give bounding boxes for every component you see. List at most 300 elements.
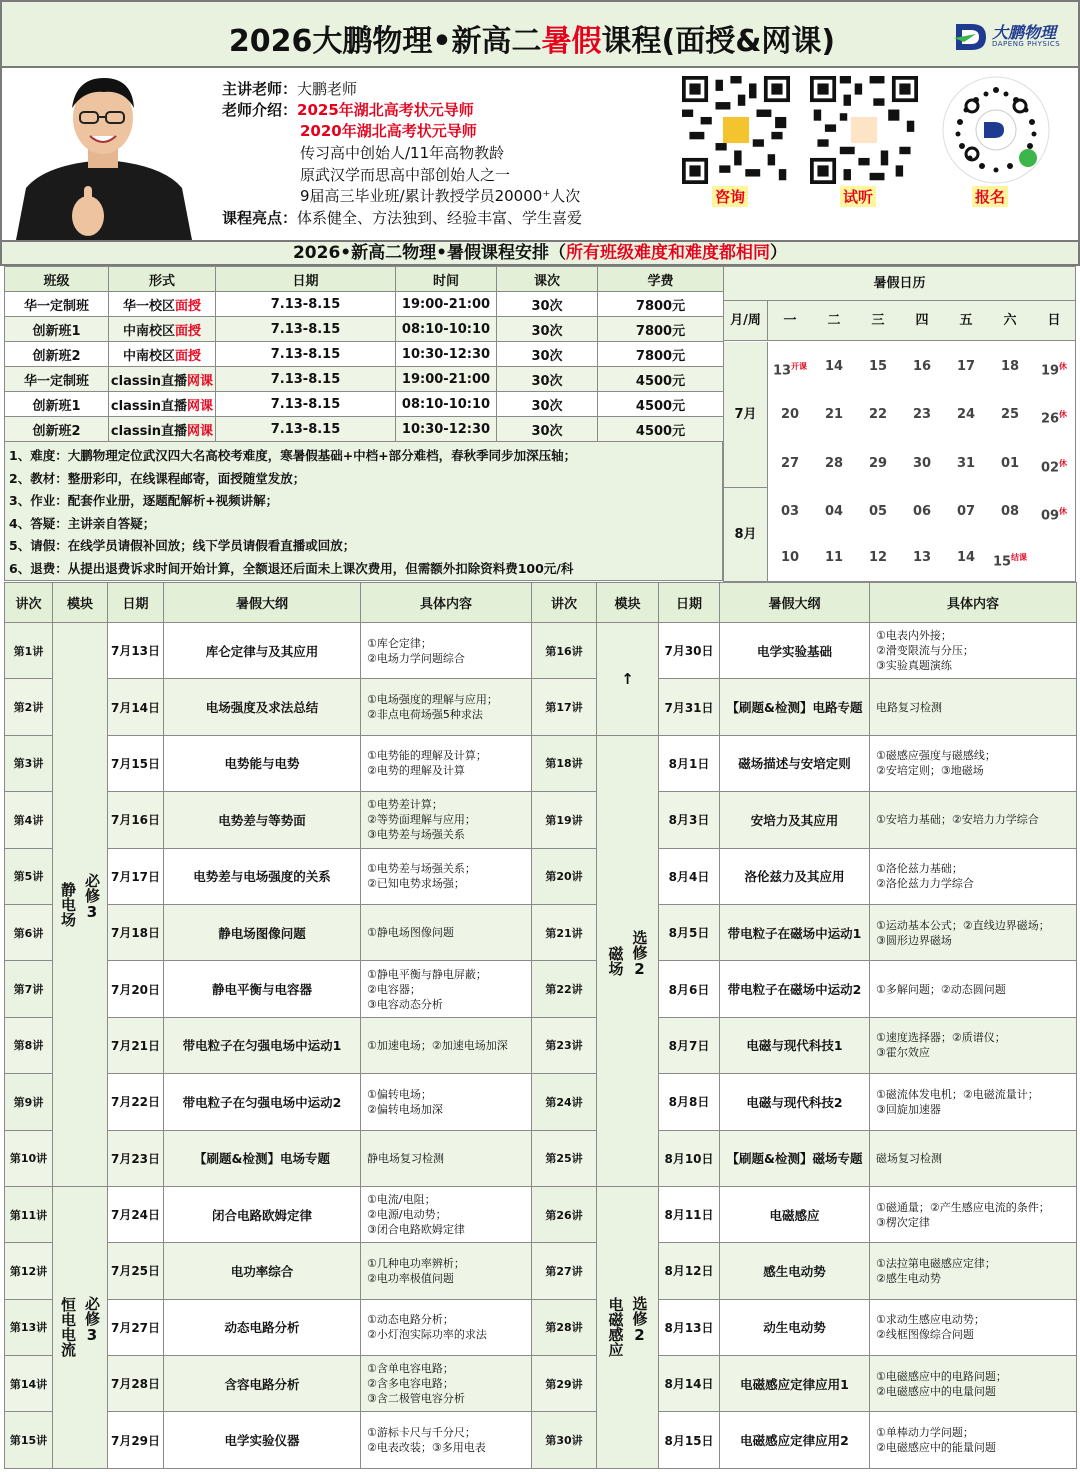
schedule-row: [5, 792, 1077, 848]
lecture-number: 第7讲: [5, 961, 53, 1017]
col-header: 日期: [108, 583, 164, 623]
class-table-header: [5, 267, 724, 292]
schedule-row: [5, 1074, 1077, 1130]
lecture-date: 7月27日: [108, 1299, 164, 1355]
class-count: 30次: [497, 317, 598, 342]
lecture-date: 8月13日: [659, 1299, 720, 1355]
lecture-content: ①电磁感应中的电路问题； ②电磁感应中的电量问题: [870, 1356, 1077, 1412]
class-form: classin直播网课: [109, 367, 216, 392]
lecture-date: 7月15日: [108, 735, 164, 791]
lecture-date: 8月11日: [659, 1186, 720, 1242]
calendar-title: 暑假日历: [724, 267, 1075, 301]
class-form: classin直播网课: [109, 417, 216, 442]
calendar-day: $13^{开课}$: [772, 362, 808, 379]
weekday: 四: [915, 313, 929, 328]
lecture-content: 磁场复习检测: [870, 1130, 1077, 1186]
lecture-number: 第14讲: [5, 1356, 53, 1412]
calendar-day: 28: [824, 456, 844, 471]
lecture-number: 第29讲: [532, 1356, 597, 1412]
lecture-number: 第19讲: [532, 792, 597, 848]
note-line: 6、退费：从提出退费诉求时间开始计算，全额退还后面未上课次费用，但需额外扣除资料费100元/科: [9, 560, 574, 576]
lecture-topic: 【刷题&检测】磁场专题: [720, 1130, 870, 1186]
col-header: 具体内容: [361, 583, 532, 623]
intro-line: 原武汉学而思高中部创始人之一: [300, 166, 511, 184]
weekday: 二: [827, 313, 841, 328]
class-mode: 网课: [187, 423, 214, 439]
lecture-content: ①洛伦兹力基础； ②洛伦兹力力学综合: [870, 848, 1077, 904]
lecture-number: 第5讲: [5, 848, 53, 904]
calendar-day: 23: [912, 407, 932, 422]
lecture-content: ①安培力基础；②安培力力学综合: [870, 792, 1077, 848]
lecture-number: 第2讲: [5, 679, 53, 735]
class-time: 10:30-12:30: [396, 417, 497, 442]
lecture-content: ①电表内外接； ②滑变限流与分压； ③实验真题演练: [870, 623, 1077, 679]
brand-logo: [954, 20, 1074, 54]
lead-teacher-row: [222, 78, 357, 99]
lecture-number: 第11讲: [5, 1186, 53, 1242]
class-fee: 4500元: [598, 367, 724, 392]
class-mode: 网课: [187, 373, 214, 389]
lecture-content: ①求动生感应电动势； ②线框图像综合问题: [870, 1299, 1077, 1355]
module-name: 磁场: [606, 945, 625, 976]
lecture-date: 7月23日: [108, 1130, 164, 1186]
weekday: 一: [783, 313, 797, 328]
calendar-tag: 休: [1059, 410, 1068, 419]
module-name: 静电场: [59, 881, 77, 927]
teacher-photo: [6, 68, 202, 240]
lecture-topic: 洛伦兹力及其应用: [720, 848, 870, 904]
class-fee: 7800元: [598, 292, 724, 317]
class-form: 中南校区面授: [109, 342, 216, 367]
calendar-day: 20: [780, 407, 800, 422]
lecture-topic: 静电平衡与电容器: [164, 961, 361, 1017]
col-header: 暑假大纲: [164, 583, 361, 623]
lecture-content: ①电场强度的理解与应用； ②非点电荷场强5种求法: [361, 679, 532, 735]
calendar-day: 31: [956, 456, 976, 471]
lecture-number: 第26讲: [532, 1186, 597, 1242]
class-form: 华一校区面授: [109, 292, 216, 317]
lecture-content: ①静电场图像问题: [361, 904, 532, 960]
calendar-month-july: 7月: [724, 342, 768, 488]
lecture-topic: 电磁感应定律应用2: [720, 1412, 870, 1468]
lecture-date: 7月24日: [108, 1186, 164, 1242]
class-count: 30次: [497, 342, 598, 367]
lecture-number: 第12讲: [5, 1243, 53, 1299]
lecture-date: 8月4日: [659, 848, 720, 904]
course-notes: [4, 441, 723, 581]
calendar-day: $02^休$: [1040, 459, 1068, 476]
calendar-day: 11: [824, 550, 844, 565]
lecture-topic: 闭合电路欧姆定律: [164, 1186, 361, 1242]
calendar-day: 06: [912, 504, 932, 519]
lecture-date: 8月6日: [659, 961, 720, 1017]
lecture-date: 8月1日: [659, 735, 720, 791]
module-arrow: ↑: [597, 623, 659, 736]
col-header: 班级: [5, 267, 109, 292]
schedule-table: [4, 582, 1077, 1469]
lecture-content: ①多解问题；②动态圆问题: [870, 961, 1077, 1017]
lecture-topic: 【刷题&检测】电场专题: [164, 1130, 361, 1186]
lecture-content: ①电流/电阻； ②电源/电动势； ③闭合电路欧姆定律: [361, 1186, 532, 1242]
weekday: 三: [871, 313, 885, 328]
calendar-day: 16: [912, 359, 932, 374]
col-header: 课次: [497, 267, 598, 292]
class-row: [5, 367, 724, 392]
logo-mark-icon: [954, 22, 988, 52]
calendar-day: $09^休$: [1040, 507, 1068, 524]
lecture-content: ①运动基本公式；②直线边界磁场； ③圆形边界磁场: [870, 904, 1077, 960]
lecture-date: 8月12日: [659, 1243, 720, 1299]
col-header: 日期: [216, 267, 396, 292]
lecture-date: 7月13日: [108, 623, 164, 679]
module-tag: 必修3: [83, 873, 101, 922]
lecture-number: 第3讲: [5, 735, 53, 791]
qr-code-trial[interactable]: [810, 76, 918, 184]
class-row: [5, 392, 724, 417]
lecture-topic: 安培力及其应用: [720, 792, 870, 848]
note-line: 3、作业：配套作业册，逐题配解析+视频讲解；: [9, 493, 279, 509]
lecture-topic: 库仑定律与及其应用: [164, 623, 361, 679]
class-fee: 7800元: [598, 342, 724, 367]
schedule-subtitle: 2026•新高二物理•暑假课程安排（所有班级难度和难度都相同）: [0, 240, 1080, 266]
lecture-date: 8月8日: [659, 1074, 720, 1130]
intro-line: 传习高中创始人/11年高物教龄: [300, 144, 505, 162]
lecture-content: ①磁感应强度与磁感线； ②安培定则；③地磁场: [870, 735, 1077, 791]
lecture-number: 第20讲: [532, 848, 597, 904]
lecture-content: 电路复习检测: [870, 679, 1077, 735]
title-bar: [0, 0, 1080, 68]
lecture-topic: 电磁感应定律应用1: [720, 1356, 870, 1412]
lecture-content: ①游标卡尺与千分尺； ②电表改装；③多用电表: [361, 1412, 532, 1468]
lecture-number: 第1讲: [5, 623, 53, 679]
schedule-row: [5, 735, 1077, 791]
calendar-header: [724, 301, 1075, 341]
calendar-day: 07: [956, 504, 976, 519]
highlights-label: 课程亮点：: [222, 209, 298, 227]
class-time: 19:00-21:00: [396, 367, 497, 392]
lecture-date: 8月14日: [659, 1356, 720, 1412]
calendar-tag: 休: [1059, 362, 1068, 371]
lecture-topic: 电势差与电场强度的关系: [164, 848, 361, 904]
class-fee: 4500元: [598, 417, 724, 442]
class-row: [5, 292, 724, 317]
lecture-content: ①电势差计算； ②等势面理解与应用； ③电势差与场强关系: [361, 792, 532, 848]
lecture-content: ①法拉第电磁感应定律； ②感生电动势: [870, 1243, 1077, 1299]
class-date: 7.13-8.15: [216, 392, 396, 417]
class-mode: 网课: [187, 398, 214, 414]
module-name: 恒电电流: [59, 1297, 77, 1358]
class-time: 10:30-12:30: [396, 342, 497, 367]
calendar-day: 05: [868, 504, 888, 519]
class-count: 30次: [497, 392, 598, 417]
logo-subtext: DAPENG PHYSICS: [992, 40, 1061, 48]
class-count: 30次: [497, 292, 598, 317]
lecture-topic: 磁场描述与安培定则: [720, 735, 870, 791]
lecture-content: ①磁流体发电机；②电磁流量计； ③回旋加速器: [870, 1074, 1077, 1130]
module-tag: 选修2: [630, 1296, 649, 1345]
intro-line: 2025年湖北高考状元导师: [297, 101, 474, 119]
class-mode: 面授: [175, 348, 202, 364]
lecture-date: 7月17日: [108, 848, 164, 904]
lecture-content: ①单棒动力学问题； ②电磁感应中的能量问题: [870, 1412, 1077, 1468]
schedule-row: [5, 848, 1077, 904]
calendar-tag: 结课: [1011, 553, 1028, 562]
lead-teacher-label: 主讲老师：: [222, 80, 298, 98]
lecture-date: 8月5日: [659, 904, 720, 960]
class-date: 7.13-8.15: [216, 417, 396, 442]
qr-label-signup: 报名: [972, 186, 1008, 207]
lecture-date: 7月14日: [108, 679, 164, 735]
qr-label-consult: 咨询: [712, 186, 748, 207]
calendar-day: 08: [1000, 504, 1020, 519]
lecture-content: ①电势能的理解及计算； ②电势的理解及计算: [361, 735, 532, 791]
module-tag: 必修3: [83, 1296, 101, 1345]
lecture-number: 第16讲: [532, 623, 597, 679]
weekday: 五: [959, 313, 973, 328]
lecture-number: 第22讲: [532, 961, 597, 1017]
lecture-topic: 动态电路分析: [164, 1299, 361, 1355]
calendar-day: 22: [868, 407, 888, 422]
lecture-number: 第23讲: [532, 1017, 597, 1073]
qr-code-consult[interactable]: [682, 76, 790, 184]
calendar-day: 04: [824, 504, 844, 519]
lecture-topic: 感生电动势: [720, 1243, 870, 1299]
lecture-topic: 电磁与现代科技1: [720, 1017, 870, 1073]
schedule-row: [5, 1243, 1077, 1299]
lecture-topic: 电场强度及求法总结: [164, 679, 361, 735]
lecture-content: ①动态电路分析； ②小灯泡实际功率的求法: [361, 1299, 532, 1355]
calendar-day: $19^休$: [1040, 362, 1068, 379]
lecture-number: 第30讲: [532, 1412, 597, 1468]
schedule-header: [5, 583, 1077, 623]
schedule-row: [5, 623, 1077, 679]
col-header: 日期: [659, 583, 720, 623]
weekday: 日: [1047, 313, 1061, 328]
note-line: 4、答疑：主讲亲自答疑；: [9, 515, 156, 531]
class-time: 19:00-21:00: [396, 292, 497, 317]
lecture-date: 8月3日: [659, 792, 720, 848]
lecture-topic: 静电场图像问题: [164, 904, 361, 960]
lecture-content: ①静电平衡与静电屏蔽； ②电容器； ③电容动态分析: [361, 961, 532, 1017]
class-fee: 4500元: [598, 392, 724, 417]
page-title: 2026大鹏物理•新高二暑假课程(面授&网课): [228, 24, 836, 59]
col-header: 模块: [597, 583, 659, 623]
calendar-day: 13: [912, 550, 932, 565]
lecture-date: 8月15日: [659, 1412, 720, 1468]
col-header: 模块: [53, 583, 108, 623]
class-name: 创新班2: [5, 417, 109, 442]
lecture-number: 第28讲: [532, 1299, 597, 1355]
teacher-intro-section: [0, 68, 1080, 240]
lecture-content: ①几种电功率辨析； ②电功率极值问题: [361, 1243, 532, 1299]
lecture-number: 第6讲: [5, 904, 53, 960]
class-name: 创新班2: [5, 342, 109, 367]
note-line: 1、难度：大鹏物理定位武汉四大名高校考难度，寒暑假基础+中档+部分难档，春秋季同步加深压轴；: [9, 448, 577, 463]
lecture-topic: 电磁与现代科技2: [720, 1074, 870, 1130]
calendar-day: 18: [1000, 359, 1020, 374]
col-header: 讲次: [532, 583, 597, 623]
calendar-day: 27: [780, 456, 800, 471]
col-header: 时间: [396, 267, 497, 292]
class-name: 华一定制班: [5, 367, 109, 392]
lecture-date: 7月16日: [108, 792, 164, 848]
schedule-row: [5, 679, 1077, 735]
lecture-date: 8月10日: [659, 1130, 720, 1186]
class-row: [5, 342, 724, 367]
class-table: [4, 266, 724, 442]
lecture-number: 第13讲: [5, 1299, 53, 1355]
lecture-topic: 带电粒子在匀强电场中运动1: [164, 1017, 361, 1073]
col-header: 具体内容: [870, 583, 1077, 623]
lecture-topic: 电功率综合: [164, 1243, 361, 1299]
teacher-intro-label: 老师介绍：: [222, 101, 298, 119]
class-form: 中南校区面授: [109, 317, 216, 342]
class-date: 7.13-8.15: [216, 367, 396, 392]
lecture-number: 第4讲: [5, 792, 53, 848]
qr-label-trial: 试听: [840, 186, 876, 207]
class-form: classin直播网课: [109, 392, 216, 417]
intro-line: 2020年湖北高考状元导师: [300, 122, 477, 140]
calendar-tag: 开课: [791, 362, 808, 371]
class-date: 7.13-8.15: [216, 292, 396, 317]
lecture-date: 7月22日: [108, 1074, 164, 1130]
lecture-date: 7月25日: [108, 1243, 164, 1299]
lecture-number: 第8讲: [5, 1017, 53, 1073]
class-name: 华一定制班: [5, 292, 109, 317]
lecture-number: 第21讲: [532, 904, 597, 960]
col-header: 暑假大纲: [720, 583, 870, 623]
lecture-content: ①电势差与场强关系； ②已知电势求场强；: [361, 848, 532, 904]
calendar-day: 03: [780, 504, 800, 519]
summer-calendar: [723, 266, 1076, 582]
calendar-day: 21: [824, 407, 844, 422]
lecture-date: 7月30日: [659, 623, 720, 679]
lecture-number: 第9讲: [5, 1074, 53, 1130]
module-cell: [53, 1186, 108, 1468]
schedule-row: [5, 1299, 1077, 1355]
class-row: [5, 417, 724, 442]
lecture-content: ①磁通量；②产生感应电流的条件； ③楞次定律: [870, 1186, 1077, 1242]
calendar-day: 14: [956, 550, 976, 565]
calendar-day: 01: [1000, 456, 1020, 471]
schedule-row: [5, 1356, 1077, 1412]
lecture-content: ①加速电场；②加速电场加深: [361, 1017, 532, 1073]
class-count: 30次: [497, 367, 598, 392]
lecture-content: ①库仑定律； ②电场力学问题综合: [361, 623, 532, 679]
schedule-row: [5, 1017, 1077, 1073]
module-cell: [597, 1186, 659, 1468]
calendar-day: 30: [912, 456, 932, 471]
calendar-day: 14: [824, 359, 844, 374]
lecture-date: 8月7日: [659, 1017, 720, 1073]
lecture-number: 第18讲: [532, 735, 597, 791]
class-date: 7.13-8.15: [216, 317, 396, 342]
lecture-topic: 电势能与电势: [164, 735, 361, 791]
class-time: 08:10-10:10: [396, 317, 497, 342]
lecture-number: 第24讲: [532, 1074, 597, 1130]
class-name: 创新班1: [5, 317, 109, 342]
lecture-topic: 带电粒子在磁场中运动2: [720, 961, 870, 1017]
lecture-date: 7月31日: [659, 679, 720, 735]
calendar-day: 24: [956, 407, 976, 422]
calendar-day: 29: [868, 456, 888, 471]
calendar-day: $26^休$: [1040, 410, 1068, 427]
class-row: [5, 317, 724, 342]
module-cell: [597, 735, 659, 1186]
lecture-number: 第15讲: [5, 1412, 53, 1468]
class-count: 30次: [497, 417, 598, 442]
calendar-month-august: 8月: [724, 488, 768, 581]
calendar-corner: 月/周: [724, 301, 768, 341]
qr-code-signup[interactable]: [942, 76, 1050, 184]
calendar-tag: 休: [1059, 507, 1068, 516]
lecture-topic: 动生电动势: [720, 1299, 870, 1355]
calendar-day: 15: [868, 359, 888, 374]
lecture-topic: 电磁感应: [720, 1186, 870, 1242]
lecture-topic: 电学实验仪器: [164, 1412, 361, 1468]
lecture-number: 第10讲: [5, 1130, 53, 1186]
class-fee: 7800元: [598, 317, 724, 342]
col-header: 学费: [598, 267, 724, 292]
intro-line: 9届高三毕业班/累计教授学员20000⁺人次: [300, 187, 581, 205]
lecture-content: ①偏转电场； ②偏转电场加深: [361, 1074, 532, 1130]
class-time: 08:10-10:10: [396, 392, 497, 417]
lecture-date: 7月28日: [108, 1356, 164, 1412]
lecture-topic: 带电粒子在匀强电场中运动2: [164, 1074, 361, 1130]
calendar-day: 10: [780, 550, 800, 565]
class-mode: 面授: [175, 323, 202, 339]
schedule-row: [5, 904, 1077, 960]
lead-teacher-name: 大鹏老师: [297, 80, 358, 98]
col-header: 讲次: [5, 583, 53, 623]
lecture-date: 7月21日: [108, 1017, 164, 1073]
module-tag: 选修2: [630, 929, 649, 978]
lecture-number: 第27讲: [532, 1243, 597, 1299]
calendar-day: 17: [956, 359, 976, 374]
highlights-text: 体系健全、方法独到、经验丰富、学生喜爱: [297, 209, 583, 227]
calendar-tag: 休: [1059, 459, 1068, 468]
calendar-day: 12: [868, 550, 888, 565]
class-mode: 面授: [175, 298, 202, 314]
lecture-content: ①速度选择器；②质谱仪； ③霍尔效应: [870, 1017, 1077, 1073]
lecture-number: 第25讲: [532, 1130, 597, 1186]
lecture-date: 7月29日: [108, 1412, 164, 1468]
lecture-content: 静电场复习检测: [361, 1130, 532, 1186]
class-date: 7.13-8.15: [216, 342, 396, 367]
course-highlights-row: [222, 207, 582, 228]
lecture-content: ①含单电容电路； ②含多电容电路； ③含二极管电容分析: [361, 1356, 532, 1412]
teacher-intro-row: [222, 99, 474, 120]
module-name: 电磁感应: [606, 1297, 625, 1358]
schedule-row: [5, 1130, 1077, 1186]
lecture-topic: 电势差与等势面: [164, 792, 361, 848]
schedule-row: [5, 1186, 1077, 1242]
calendar-day: 25: [1000, 407, 1020, 422]
lecture-topic: 【刷题&检测】电路专题: [720, 679, 870, 735]
logo-text: 大鹏物理: [992, 23, 1057, 42]
weekday: 六: [1003, 313, 1017, 328]
lecture-topic: 电学实验基础: [720, 623, 870, 679]
schedule-row: [5, 961, 1077, 1017]
schedule-row: [5, 1412, 1077, 1468]
lecture-date: 7月20日: [108, 961, 164, 1017]
module-cell: [53, 623, 108, 1187]
lecture-date: 7月18日: [108, 904, 164, 960]
lecture-topic: 带电粒子在磁场中运动1: [720, 904, 870, 960]
note-line: 2、教材：整册彩印，在线课程邮寄，面授随堂发放；: [9, 470, 306, 486]
class-name: 创新班1: [5, 392, 109, 417]
lecture-number: 第17讲: [532, 679, 597, 735]
